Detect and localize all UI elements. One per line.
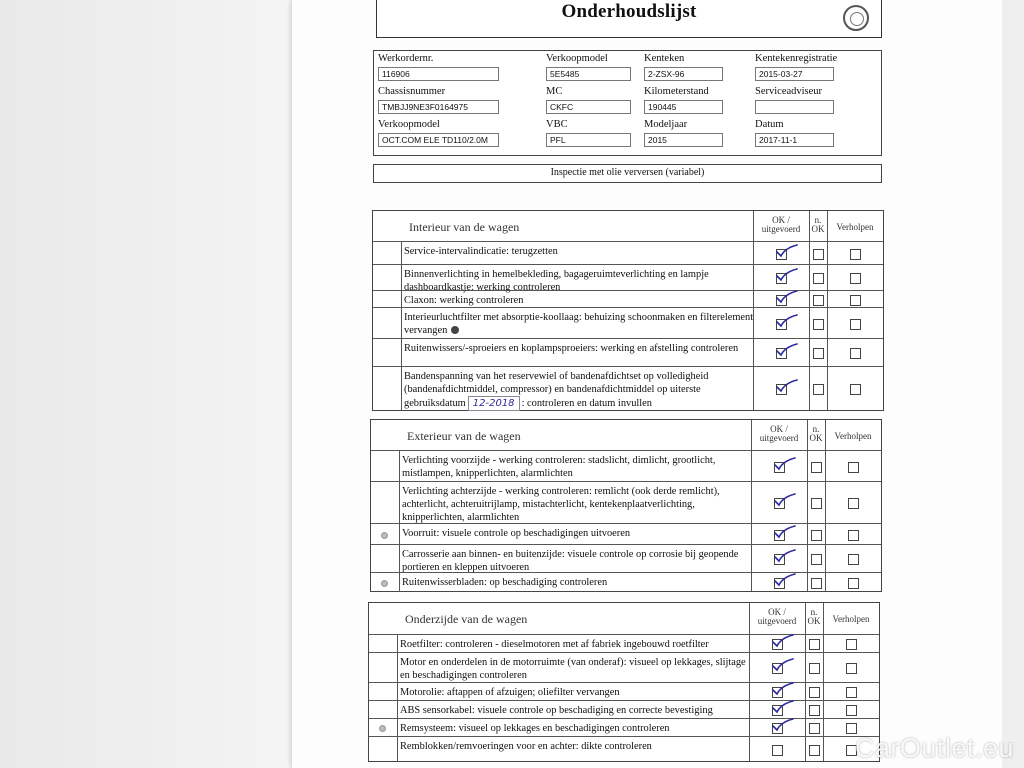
row-marker-cell <box>369 683 398 701</box>
row-text-main: Claxon: werking controleren <box>404 295 524 306</box>
handwritten-check-icon <box>776 290 798 304</box>
row-text-main: Ruitenwisserbladen: op beschadiging controleren <box>402 577 608 588</box>
col-header-nok: n. OK <box>807 607 821 626</box>
row-text-main: Ruitenwissers/-sproeiers en koplampsproeiers: werking en afstelling controleren <box>404 343 739 354</box>
row-text-suffix: : controleren en datum invullen <box>521 398 652 409</box>
vehicle-field-label: Serviceadviseur <box>755 86 823 97</box>
row-marker-cell <box>369 635 398 653</box>
vehicle-field-value: PFL <box>546 133 631 147</box>
nok-checkbox[interactable] <box>813 319 824 330</box>
handwritten-check-icon <box>772 634 794 648</box>
skoda-logo-icon <box>843 5 869 31</box>
row-text <box>400 656 750 682</box>
vehicle-field-value: CKFC <box>546 100 631 114</box>
handwritten-check-icon <box>774 549 796 563</box>
nok-checkbox[interactable] <box>813 249 824 260</box>
vehicle-field-label: Kilometerstand <box>644 86 709 97</box>
checklist-row <box>371 544 881 573</box>
row-text <box>404 311 754 337</box>
row-text-main: Binnenverlichting in hemelbekleding, bagageruimteverlichting en lampje dashboardkastje: werking controleren <box>404 269 709 293</box>
checklist-row <box>371 450 881 482</box>
nok-checkbox[interactable] <box>813 384 824 395</box>
checklist-row <box>369 652 879 683</box>
vehicle-field-label: MC <box>546 86 563 97</box>
fixed-checkbox[interactable] <box>848 498 859 509</box>
handwritten-check-icon <box>772 658 794 672</box>
fixed-checkbox[interactable] <box>850 249 861 260</box>
handwritten-check-icon <box>776 314 798 328</box>
handwritten-check-icon <box>772 718 794 732</box>
nok-checkbox[interactable] <box>809 723 820 734</box>
vehicle-field-value <box>755 100 834 114</box>
vehicle-field-value: 5E5485 <box>546 67 631 81</box>
nok-checkbox[interactable] <box>809 745 820 756</box>
section-title: Interieur van de wagen <box>409 220 520 234</box>
row-marker-cell <box>373 367 402 411</box>
row-text <box>400 704 750 717</box>
handwritten-check-icon <box>772 682 794 696</box>
nok-checkbox[interactable] <box>811 554 822 565</box>
row-text-main: Roetfilter: controleren - dieselmotoren met af fabriek ingebouwd roetfilter <box>400 639 709 650</box>
fixed-checkbox[interactable] <box>848 578 859 589</box>
checklist-section <box>368 602 880 762</box>
row-marker-cell <box>369 653 398 683</box>
filled-circle-icon <box>451 326 459 334</box>
nok-checkbox[interactable] <box>813 273 824 284</box>
col-header-fixed: Verholpen <box>836 222 874 232</box>
row-text-main: Remsysteem: visueel op lekkages en beschadigingen controleren <box>400 723 670 734</box>
vehicle-field-value: 2015-03-27 <box>755 67 834 81</box>
row-text-main: Verlichting achterzijde - werking controleren: remlicht (ook derde remlicht), achterlicht, achteruitrijlamp, mistachterlicht, kentekenplaatverlichting, knipperlichten, alarmlichten <box>402 486 720 523</box>
fixed-checkbox[interactable] <box>850 273 861 284</box>
row-marker-cell <box>373 308 402 339</box>
row-marker-cell <box>371 451 400 482</box>
handwritten-check-icon <box>774 573 796 587</box>
inspection-type: Inspectie met olie verversen (variabel) <box>373 164 882 183</box>
fixed-checkbox[interactable] <box>850 295 861 306</box>
vehicle-field-label: Werkordernr. <box>378 53 434 64</box>
vehicle-field-value: 2017-11-1 <box>755 133 834 147</box>
checklist-row <box>369 682 879 701</box>
handwritten-check-icon <box>776 268 798 282</box>
col-header-ok: OK / uitgevoerd <box>759 424 799 443</box>
nok-checkbox[interactable] <box>809 705 820 716</box>
checklist-section <box>370 419 882 592</box>
col-header-fixed: Verholpen <box>832 614 870 624</box>
vehicle-field-label: Chassisnummer <box>378 86 446 97</box>
fixed-checkbox[interactable] <box>850 319 861 330</box>
checklist-row <box>371 523 881 545</box>
vehicle-field-label: Kenteken <box>644 53 685 64</box>
row-marker-cell <box>373 242 402 265</box>
col-header-nok: n. OK <box>809 424 823 443</box>
vehicle-field-label: Verkoopmodel <box>378 119 440 130</box>
row-marker-cell <box>373 265 402 291</box>
checklist-row <box>369 634 879 653</box>
nok-checkbox[interactable] <box>809 687 820 698</box>
handwritten-check-icon <box>772 700 794 714</box>
nok-checkbox[interactable] <box>809 663 820 674</box>
vehicle-field-value: TMBJJ9NE3F0164975 <box>378 100 499 114</box>
desk-background-right <box>1002 0 1024 768</box>
checklist-row <box>373 338 883 367</box>
row-text-main: ABS sensorkabel: visuele controle op beschadiging en correcte bevestiging <box>400 705 713 716</box>
desk-background <box>0 0 300 768</box>
ok-checkbox[interactable] <box>772 745 783 756</box>
row-marker-cell <box>373 291 402 308</box>
row-marker-cell <box>373 339 402 367</box>
handwritten-check-icon <box>774 525 796 539</box>
nok-checkbox[interactable] <box>811 578 822 589</box>
checklist-row <box>371 481 881 524</box>
row-text <box>402 576 752 589</box>
handwritten-check-icon <box>776 343 798 357</box>
checklist-row <box>373 307 883 339</box>
checklist-row <box>373 241 883 265</box>
row-text-main: Motor en onderdelen in de motorruimte (van onderaf): visueel op lekkages, slijtage en beschadigingen controleren <box>400 657 746 681</box>
fixed-checkbox[interactable] <box>848 530 859 541</box>
row-text-main: Bandenspanning van het reservewiel of bandenafdichtset op volledigheid (bandenafdichtmiddel, compressor) en bandenafdichtmiddel op uiterste gebruiksdatum <box>404 371 709 409</box>
nok-checkbox[interactable] <box>811 530 822 541</box>
row-text-main: Motorolie: aftappen of afzuigen; oliefilter vervangen <box>400 687 620 698</box>
row-marker-cell <box>371 482 400 524</box>
fixed-checkbox[interactable] <box>846 687 857 698</box>
checklist-section <box>372 210 884 411</box>
row-text <box>402 527 752 540</box>
row-text <box>402 454 752 480</box>
row-text <box>400 686 750 699</box>
checklist-row <box>373 366 883 411</box>
row-dot-icon <box>381 532 388 539</box>
vehicle-field-value: OCT.COM ELE TD110/2.0M <box>378 133 499 147</box>
header-box <box>376 0 882 38</box>
fixed-checkbox[interactable] <box>848 462 859 473</box>
nok-checkbox[interactable] <box>813 348 824 359</box>
section-title: Exterieur van de wagen <box>407 429 521 443</box>
vehicle-field-label: Modeljaar <box>644 119 688 130</box>
row-text <box>400 740 750 753</box>
col-header-fixed: Verholpen <box>834 431 872 441</box>
row-marker-cell <box>369 719 398 737</box>
fixed-checkbox[interactable] <box>850 384 861 395</box>
row-text-main: Carrosserie aan binnen- en buitenzijde: visuele controle op corrosie bij geopende portieren en kleppen uitvoeren <box>402 549 739 573</box>
row-marker-cell <box>369 737 398 762</box>
row-text-main: Interieurluchtfilter met absorptie-koollaag: behuizing schoonmaken en filterelement vervangen <box>404 312 754 336</box>
nok-checkbox[interactable] <box>811 462 822 473</box>
row-dot-icon <box>379 725 386 732</box>
fixed-checkbox[interactable] <box>846 663 857 674</box>
checklist-row <box>371 572 881 592</box>
vehicle-field-label: Kentekenregistratie <box>755 53 838 64</box>
row-text <box>404 342 754 355</box>
fixed-checkbox[interactable] <box>848 554 859 565</box>
fixed-checkbox[interactable] <box>850 348 861 359</box>
handwritten-date: 12-2018 <box>468 396 520 411</box>
nok-checkbox[interactable] <box>809 639 820 650</box>
nok-checkbox[interactable] <box>811 498 822 509</box>
row-text <box>402 548 752 574</box>
row-dot-icon <box>381 580 388 587</box>
watermark: CarOutlet.eu <box>854 733 1014 763</box>
col-header-ok: OK / uitgevoerd <box>761 215 801 234</box>
row-text <box>404 370 754 411</box>
row-text <box>404 245 754 258</box>
row-text-main: Voorruit: visuele controle op beschadigingen uitvoeren <box>402 528 631 539</box>
row-text <box>400 722 750 735</box>
handwritten-check-icon <box>774 457 796 471</box>
checklist-row <box>373 290 883 308</box>
row-text <box>402 485 752 524</box>
vehicle-field-value: 116906 <box>378 67 499 81</box>
checklist-row <box>369 736 879 762</box>
row-marker-cell <box>369 701 398 719</box>
row-text <box>400 638 750 651</box>
row-text-main: Remblokken/remvoeringen voor en achter: dikte controleren <box>400 741 652 752</box>
vehicle-field-label: VBC <box>546 119 568 130</box>
handwritten-check-icon <box>776 244 798 258</box>
row-text-main: Verlichting voorzijde - werking controleren: stadslicht, dimlicht, grootlicht, mistlampen, knipperlichten, alarmlichten <box>402 455 716 479</box>
page-title: Onderhoudslijst <box>561 1 697 22</box>
fixed-checkbox[interactable] <box>846 705 857 716</box>
section-title: Onderzijde van de wagen <box>405 612 528 626</box>
vehicle-field-value: 2015 <box>644 133 723 147</box>
col-header-nok: n. OK <box>811 215 825 234</box>
checklist-row <box>369 718 879 737</box>
row-marker-cell <box>371 573 400 592</box>
checklist-row <box>373 264 883 291</box>
vehicle-field-label: Verkoopmodel <box>546 53 608 64</box>
col-header-ok: OK / uitgevoerd <box>757 607 797 626</box>
row-marker-cell <box>371 524 400 545</box>
vehicle-field-value: 190445 <box>644 100 723 114</box>
vehicle-info-panel <box>373 50 882 156</box>
row-text-main: Service-intervalindicatie: terugzetten <box>404 246 558 257</box>
row-text <box>404 294 754 307</box>
nok-checkbox[interactable] <box>813 295 824 306</box>
row-marker-cell <box>371 545 400 573</box>
handwritten-check-icon <box>776 379 798 393</box>
vehicle-field-value: 2-ZSX-96 <box>644 67 723 81</box>
vehicle-field-label: Datum <box>755 119 784 130</box>
checklist-row <box>369 700 879 719</box>
fixed-checkbox[interactable] <box>846 639 857 650</box>
handwritten-check-icon <box>774 493 796 507</box>
